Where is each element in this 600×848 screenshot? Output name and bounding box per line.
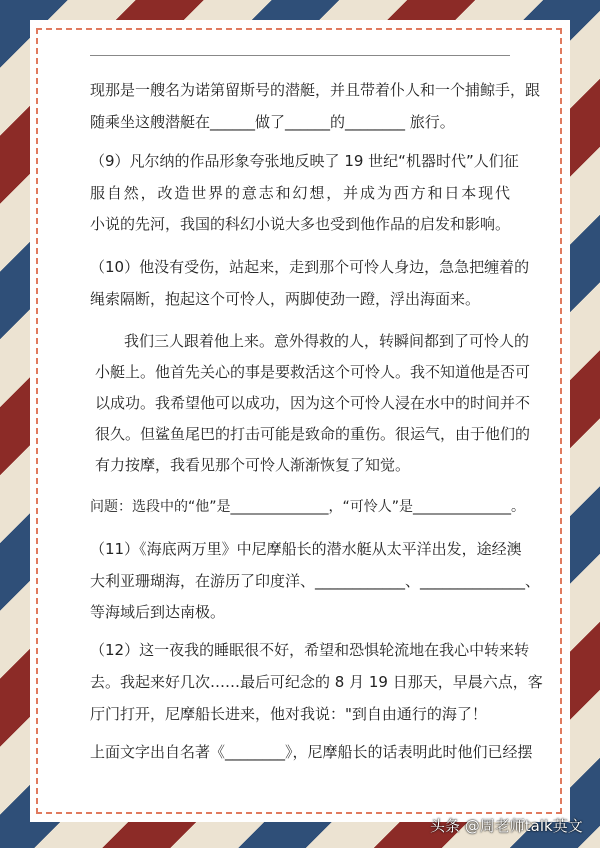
text-line: 上面文字出自名著《________》，尼摩船长的话表明此时他们已经摆: [90, 743, 533, 761]
text-line: 很久。但鲨鱼尾巴的打击可能是致命的重伤。很运气，由于他们的: [95, 425, 531, 443]
text-line: 去。我起来好几次……最后可纪念的 8 月 19 日那天，早晨六点，客: [90, 673, 543, 691]
text-line: 我们三人跟着他上来。意外得救的人，转瞬间都到了可怜人的: [124, 332, 530, 350]
text-line: 厅门打开，尼摩船长进来，他对我说："到自由通行的海了！: [90, 705, 487, 723]
text-line: 小艇上。他首先关心的事是要救活这个可怜人。我不知道他是否可: [95, 363, 531, 381]
text-line: 大利亚珊瑚海，在游历了印度洋、____________、______________、: [90, 572, 541, 590]
text-line: （11）《海底两万里》中尼摩船长的潜水艇从太平洋出发，途经澳: [90, 540, 522, 558]
text-line: （9）凡尔纳的作品形象夸张地反映了 19 世纪“机器时代”人们征: [90, 152, 519, 170]
text-line: 现那是一艘名为诺第留斯号的潜艇，并且带着仆人和一个捕鲸手，跟: [90, 81, 541, 99]
watermark: 头条 @周老师talk英文: [430, 817, 583, 835]
text-line: 绳索隔断，抱起这个可怜人，两脚使劲一蹬，浮出海面来。: [90, 290, 481, 308]
question-line: 问题：选段中的“他”是______________，“可怜人”是______________。: [90, 499, 526, 515]
text-line: 有力按摩，我看见那个可怜人渐渐恢复了知觉。: [95, 456, 411, 474]
divider-line: [90, 55, 510, 56]
text-line: 随乘坐这艘潜艇在______做了______的________ 旅行。: [90, 113, 455, 131]
text-line: 小说的先河，我国的科幻小说大多也受到他作品的启发和影响。: [90, 215, 511, 233]
text-line: （12）这一夜我的睡眠很不好，希望和恐惧轮流地在我心中转来转: [90, 641, 530, 659]
worksheet-page: [30, 20, 570, 822]
text-line: 等海域后到达南极。: [90, 603, 226, 621]
text-line: 服自然，改造世界的意志和幻想，并成为西方和日本现代: [90, 184, 510, 202]
text-line: 以成功。我希望他可以成功，因为这个可怜人浸在水中的时间并不: [95, 394, 531, 412]
text-line: （10）他没有受伤，站起来，走到那个可怜人身边，急急把缠着的: [90, 258, 530, 276]
dashed-border: [36, 28, 562, 814]
